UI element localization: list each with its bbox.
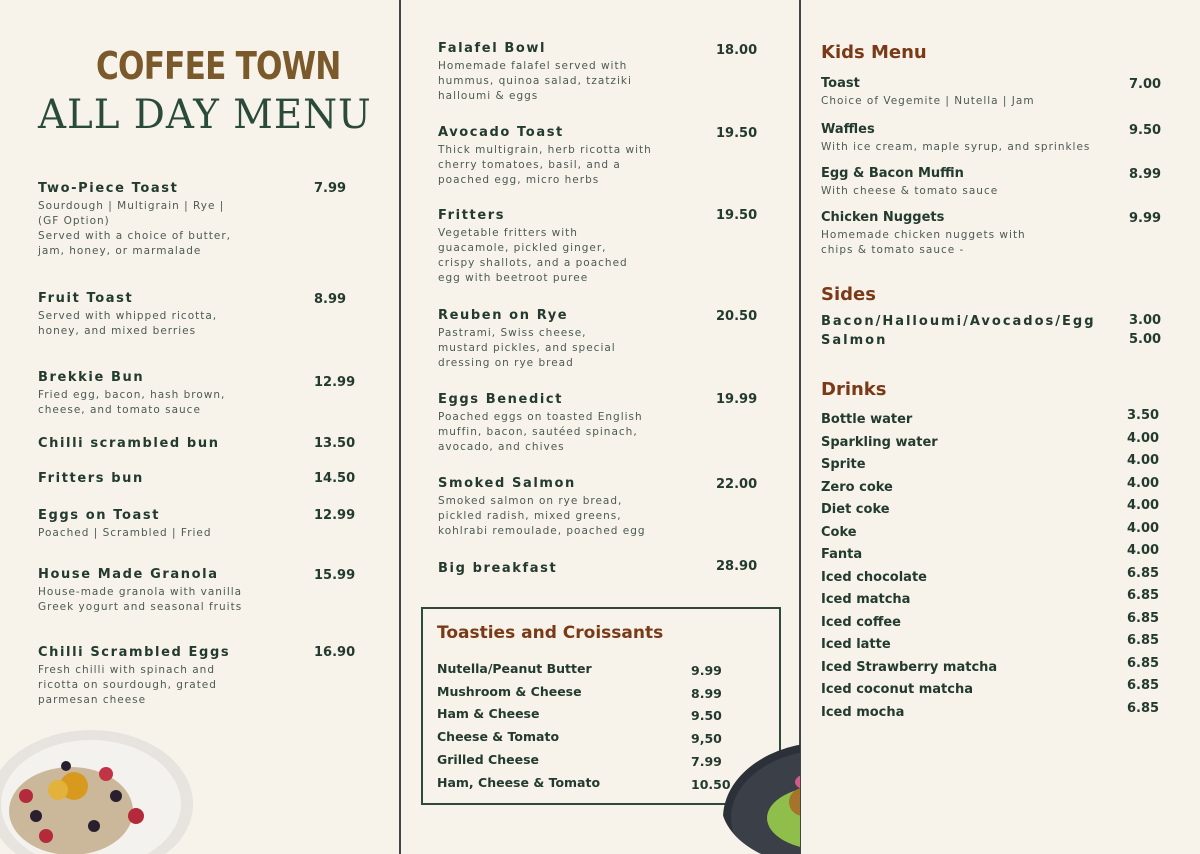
- toastie-name: Ham, Cheese & Tomato: [437, 774, 601, 790]
- menu-item-price: 18.00: [716, 43, 758, 58]
- menu-item-name: Chilli Scrambled Eggs: [38, 645, 231, 660]
- kids-item-name: Waffles: [821, 122, 875, 137]
- description-line: avocado, and chives: [438, 441, 565, 453]
- toastie-item: [437, 684, 727, 699]
- description-line: Poached | Scrambled | Fried: [38, 527, 212, 539]
- menu-title: ALL DAY MENU: [38, 92, 372, 138]
- toastie-price: 9.99: [691, 663, 722, 678]
- menu-item-price: 8.99: [314, 292, 347, 307]
- description-line: Served with whipped ricotta,: [38, 310, 218, 322]
- kids-item-price: 8.99: [1129, 167, 1162, 182]
- toastie-item: [437, 661, 727, 676]
- menu-item: [38, 567, 338, 615]
- menu-item-name: Avocado Toast: [438, 125, 564, 140]
- drink-name: Sparkling water: [821, 434, 938, 450]
- menu-item-name: Two-Piece Toast: [38, 181, 179, 196]
- toasties-box: [421, 607, 781, 805]
- description-line: pickled radish, mixed greens,: [438, 510, 622, 522]
- menu-item: [438, 476, 738, 539]
- toastie-name: Mushroom & Cheese: [437, 683, 582, 699]
- menu-item-price: 28.90: [716, 559, 758, 574]
- menu-item-price: 14.50: [314, 471, 356, 486]
- drink-item: [821, 633, 1161, 652]
- drink-item: [821, 475, 1161, 495]
- drink-price: 4.00: [1127, 498, 1160, 513]
- drink-price: 4.00: [1127, 453, 1160, 468]
- description-line: Fresh chilli with spinach and: [38, 664, 215, 676]
- menu-item-name: House Made Granola: [38, 567, 219, 582]
- menu-item-price: 13.50: [314, 436, 356, 451]
- description-line: House-made granola with vanilla: [38, 586, 243, 598]
- description-line: honey, and mixed berries: [38, 325, 197, 337]
- menu-item-name: Chilli scrambled bun: [38, 436, 220, 451]
- menu-page-middle: [400, 0, 800, 854]
- description-line: Served with a choice of butter,: [38, 230, 231, 242]
- description-line: ricotta on sourdough, grated: [38, 679, 217, 691]
- description-line: cherry tomatoes, basil, and a: [438, 159, 621, 171]
- drink-item: [821, 543, 1161, 562]
- drink-price: 3.50: [1127, 408, 1160, 423]
- side-item-name: Bacon/Halloumi/Avocados/Egg: [821, 314, 1096, 329]
- description-line: Greek yogurt and seasonal fruits: [38, 601, 243, 613]
- menu-item-description: [438, 494, 738, 539]
- menu-item-name: Eggs on Toast: [38, 508, 161, 523]
- menu-item: [38, 508, 338, 541]
- menu-item-name: Eggs Benedict: [438, 392, 564, 407]
- description-line: dressing on rye bread: [438, 357, 574, 369]
- description-line: mustard pickles, and special: [438, 342, 616, 354]
- drink-item: [821, 610, 1161, 630]
- menu-item-description: [38, 585, 338, 615]
- drink-price: 6.85: [1127, 588, 1160, 603]
- description-line: Thick multigrain, herb ricotta with: [438, 144, 652, 156]
- description-line: Pastrami, Swiss cheese,: [438, 327, 587, 339]
- menu-page-left: [0, 0, 400, 854]
- drink-price: 4.00: [1127, 475, 1160, 491]
- description-line: With cheese & tomato sauce: [821, 185, 999, 197]
- drink-name: Iced chocolate: [821, 569, 927, 585]
- menu-item: [438, 41, 738, 104]
- toastie-name: Ham & Cheese: [437, 706, 540, 722]
- menu-item-name: Falafel Bowl: [438, 41, 547, 56]
- menu-item-description: [38, 309, 338, 339]
- kids-item-name: Egg & Bacon Muffin: [821, 166, 964, 181]
- kids-item-description: [821, 184, 1121, 199]
- toastie-price: 10.50: [691, 776, 731, 792]
- menu-item: [438, 208, 738, 286]
- drink-item: [821, 408, 1161, 427]
- side-item-price: 5.00: [1129, 332, 1162, 347]
- menu-item: [38, 645, 338, 708]
- menu-item: [38, 181, 338, 259]
- sides-heading: Sides: [821, 284, 876, 305]
- menu-item-description: [438, 226, 738, 286]
- menu-item-description: [438, 143, 738, 188]
- menu-item: [438, 308, 738, 371]
- granola-bowl-image: [0, 726, 196, 854]
- drink-item: [821, 678, 1161, 697]
- description-line: Sourdough | Multigrain | Rye |: [38, 200, 225, 212]
- menu-item-description: [38, 663, 338, 708]
- description-line: cheese, and tomato sauce: [38, 404, 201, 416]
- drink-price: 6.85: [1127, 678, 1160, 693]
- menu-item-price: 22.00: [716, 477, 758, 492]
- menu-item-description: [38, 526, 338, 541]
- menu-item-price: 19.99: [716, 392, 758, 407]
- brand-logo-text: COFFEE TOWN: [96, 44, 341, 88]
- drink-price: 6.85: [1127, 633, 1160, 648]
- drink-item: [821, 520, 1161, 540]
- menu-item-price: 16.90: [314, 645, 356, 660]
- kids-item-price: 7.00: [1129, 77, 1162, 92]
- menu-item: [38, 370, 338, 418]
- drink-name: Iced Strawberry matcha: [821, 659, 998, 675]
- menu-item-price: 19.50: [716, 208, 758, 223]
- menu-item: [438, 561, 738, 576]
- description-line: Choice of Vegemite | Nutella | Jam: [821, 95, 1035, 107]
- description-line: Poached eggs on toasted English: [438, 411, 643, 423]
- menu-item-name: Fritters: [438, 208, 506, 223]
- description-line: Homemade chicken nuggets with: [821, 229, 1026, 241]
- menu-item: [438, 392, 738, 455]
- menu-item-description: [438, 326, 738, 371]
- kids-item-price: 9.99: [1129, 211, 1162, 226]
- kids-item-description: [821, 140, 1121, 155]
- drink-name: Iced coffee: [821, 614, 901, 630]
- toastie-price: 9.50: [691, 708, 722, 724]
- drink-name: Iced mocha: [821, 704, 905, 720]
- kids-item-description: [821, 94, 1121, 109]
- drink-name: Fanta: [821, 547, 863, 562]
- menu-item-name: Brekkie Bun: [38, 370, 145, 385]
- drink-price: 4.00: [1127, 543, 1160, 558]
- description-line: parmesan cheese: [38, 694, 147, 706]
- kids-item-name: Toast: [821, 76, 860, 91]
- description-line: chips & tomato sauce -: [821, 244, 965, 256]
- drinks-heading: Drinks: [821, 379, 887, 400]
- drink-name: Sprite: [821, 457, 866, 472]
- description-line: muffin, bacon, sautéed spinach,: [438, 426, 638, 438]
- description-line: Homemade falafel served with: [438, 60, 628, 72]
- drink-item: [821, 565, 1161, 585]
- menu-item: [438, 125, 738, 188]
- menu-item-price: 15.99: [314, 568, 356, 583]
- drink-name: Coke: [821, 524, 857, 540]
- menu-item-price: 19.50: [716, 126, 758, 141]
- kids-item-name: Chicken Nuggets: [821, 210, 945, 225]
- toastie-price: 8.99: [691, 685, 722, 701]
- menu-item-name: Fruit Toast: [38, 291, 134, 306]
- drink-item: [821, 430, 1161, 450]
- drink-price: 4.00: [1127, 430, 1160, 446]
- drink-price: 6.85: [1127, 655, 1160, 671]
- side-item-name: Salmon: [821, 333, 888, 348]
- kids-item: [821, 122, 1121, 155]
- description-line: Vegetable fritters with: [438, 227, 578, 239]
- drink-name: Zero coke: [821, 479, 893, 495]
- side-item-price: 3.00: [1129, 313, 1162, 328]
- menu-item: [38, 291, 338, 339]
- drink-item: [821, 588, 1161, 607]
- drink-price: 6.85: [1127, 610, 1160, 626]
- drink-name: Iced coconut matcha: [821, 682, 973, 697]
- menu-item-description: [38, 199, 338, 259]
- description-line: poached egg, micro herbs: [438, 174, 600, 186]
- kids-item: [821, 76, 1121, 109]
- menu-item-name: Smoked Salmon: [438, 476, 576, 491]
- drink-price: 6.85: [1127, 565, 1160, 581]
- drink-price: 4.00: [1127, 520, 1160, 536]
- menu-item-price: 7.99: [314, 181, 347, 196]
- description-line: kohlrabi remoulade, poached egg: [438, 525, 646, 537]
- menu-item-description: [438, 410, 738, 455]
- description-line: hummus, quinoa salad, tzatziki: [438, 75, 632, 87]
- menu-item-name: Big breakfast: [438, 561, 558, 576]
- toastie-price: 7.99: [691, 753, 722, 769]
- drink-name: Bottle water: [821, 412, 913, 427]
- toastie-price: 9,50: [691, 731, 722, 747]
- toastie-item: [437, 706, 727, 724]
- kids-item-description: [821, 228, 1121, 258]
- drink-item: [821, 498, 1161, 517]
- toasties-heading: Toasties and Croissants: [437, 623, 664, 643]
- menu-page-right: [800, 0, 1200, 854]
- kids-item-price: 9.50: [1129, 123, 1162, 138]
- kids-menu-heading: Kids Menu: [821, 42, 927, 63]
- description-line: jam, honey, or marmalade: [38, 245, 202, 257]
- drink-price: 6.85: [1127, 700, 1160, 716]
- drink-name: Iced matcha: [821, 592, 911, 607]
- description-line: Fried egg, bacon, hash brown,: [38, 389, 226, 401]
- menu-item-price: 12.99: [314, 375, 356, 390]
- drink-name: Diet coke: [821, 502, 890, 517]
- description-line: crispy shallots, and a poached: [438, 257, 628, 269]
- menu-item: [38, 471, 338, 486]
- menu-item-description: [438, 59, 738, 104]
- menu-item-name: Reuben on Rye: [438, 308, 569, 323]
- menu-item-price: 12.99: [314, 508, 356, 523]
- toastie-name: Nutella/Peanut Butter: [437, 661, 592, 676]
- kids-item: [821, 210, 1121, 258]
- toastie-item: [437, 729, 727, 747]
- drink-item: [821, 655, 1161, 675]
- description-line: egg with beetroot puree: [438, 272, 589, 284]
- menu-item-price: 20.50: [716, 309, 758, 324]
- toastie-name: Cheese & Tomato: [437, 729, 560, 745]
- menu-item: [38, 436, 338, 451]
- drink-item: [821, 453, 1161, 472]
- menu-item-description: [38, 388, 338, 418]
- description-line: With ice cream, maple syrup, and sprinkles: [821, 141, 1091, 153]
- toastie-name: Grilled Cheese: [437, 751, 540, 767]
- toastie-item: [437, 774, 731, 792]
- kids-item: [821, 166, 1121, 199]
- drink-name: Iced latte: [821, 637, 891, 652]
- menu-item-name: Fritters bun: [38, 471, 144, 486]
- drink-item: [821, 700, 1161, 720]
- description-line: Smoked salmon on rye bread,: [438, 495, 623, 507]
- description-line: (GF Option): [38, 215, 110, 227]
- description-line: halloumi & eggs: [438, 90, 539, 102]
- description-line: guacamole, pickled ginger,: [438, 242, 607, 254]
- toastie-item: [437, 752, 727, 767]
